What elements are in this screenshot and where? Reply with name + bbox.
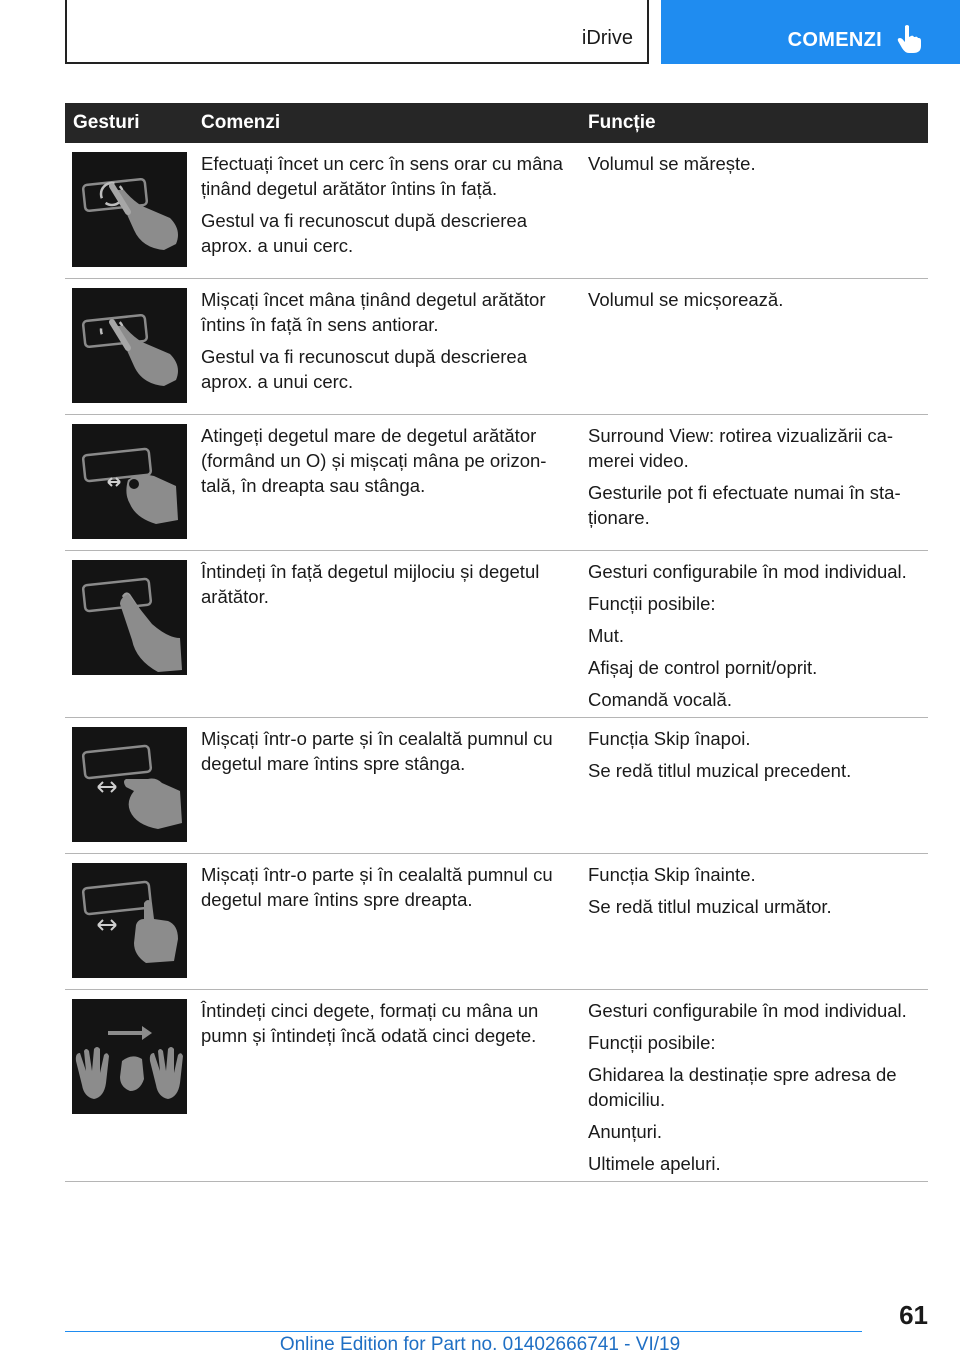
function-text: Volumul se mărește. bbox=[588, 153, 756, 174]
table-row bbox=[65, 143, 928, 279]
table-header bbox=[65, 103, 928, 143]
command-text: Mișcați într-o parte și în cealaltă pumnul cu degetul mare întins spre stânga. bbox=[201, 728, 553, 774]
column-header-gestures: Gesturi bbox=[73, 112, 140, 133]
table-row bbox=[65, 279, 928, 415]
command-text: Gestul va fi recunoscut după descrierea aprox. a unui cerc. bbox=[201, 210, 527, 256]
function-text: Funcția Skip înapoi. bbox=[588, 728, 751, 749]
table-row bbox=[65, 718, 928, 854]
pinch-swipe-gesture-icon bbox=[72, 424, 187, 539]
page-number: 61 bbox=[899, 1300, 928, 1330]
hand-pointer-icon bbox=[896, 24, 922, 54]
function-text: Funcții posibile: bbox=[588, 1032, 716, 1053]
two-finger-point-gesture-icon bbox=[72, 560, 187, 675]
function-text: Gesturile pot fi efectuate numai în sta-ționare. bbox=[588, 482, 901, 528]
table-row bbox=[65, 854, 928, 990]
gestures-table bbox=[65, 103, 928, 1182]
command-text: Întindeți în față degetul mijlociu și degetul arătător. bbox=[201, 561, 540, 607]
table-row bbox=[65, 990, 928, 1182]
footer-divider bbox=[65, 1331, 862, 1332]
command-text: Efectuați încet un cerc în sens orar cu mâna ținând degetul arătător întins în față. bbox=[201, 153, 563, 199]
command-text: Întindeți cinci degete, formați cu mâna un pumn și întindeți încă odată cinci degete. bbox=[201, 1000, 539, 1046]
function-text: Funcții posibile: bbox=[588, 593, 716, 614]
command-text: Gestul va fi recunoscut după descrierea aprox. a unui cerc. bbox=[201, 346, 527, 392]
column-header-function: Funcție bbox=[588, 112, 656, 133]
function-text: Gesturi configurabile în mod individual. bbox=[588, 1000, 907, 1021]
function-text: Mut. bbox=[588, 625, 624, 646]
header-chapter-tab bbox=[661, 0, 960, 64]
header-section-title: iDrive bbox=[581, 27, 633, 49]
function-text: Comandă vocală. bbox=[588, 689, 732, 710]
footer-edition-text: Online Edition for Part no. 01402666741 - VI/19 bbox=[279, 1334, 681, 1355]
function-text: Se redă titlul muzical precedent. bbox=[588, 760, 852, 781]
column-header-commands: Comenzi bbox=[201, 112, 281, 133]
function-text: Ultimele apeluri. bbox=[588, 1153, 721, 1174]
table-row bbox=[65, 551, 928, 718]
header-section-box bbox=[65, 0, 649, 64]
function-text: Se redă titlul muzical următor. bbox=[588, 896, 832, 917]
open-fist-open-gesture-icon bbox=[72, 999, 187, 1114]
function-text: Anunțuri. bbox=[588, 1121, 663, 1142]
function-text: Volumul se micșorează. bbox=[588, 289, 784, 310]
command-text: Mișcați într-o parte și în cealaltă pumnul cu degetul mare întins spre dreapta. bbox=[201, 864, 553, 910]
function-text: Surround View: rotirea vizualizării ca-merei video. bbox=[588, 425, 894, 471]
thumb-swipe-right-gesture-icon bbox=[72, 863, 187, 978]
thumb-swipe-left-gesture-icon bbox=[72, 727, 187, 842]
function-text: Funcția Skip înainte. bbox=[588, 864, 756, 885]
function-text: Afișaj de control pornit/oprit. bbox=[588, 657, 818, 678]
header-chapter-title: COMENZI bbox=[787, 29, 882, 51]
command-text: Atingeți degetul mare de degetul arătător (formând un O) și mișcați mâna pe orizon-tală, în dreapta sau stânga. bbox=[201, 425, 547, 496]
circle-clockwise-gesture-icon bbox=[72, 152, 187, 267]
circle-counterclockwise-gesture-icon bbox=[72, 288, 187, 403]
table-row bbox=[65, 415, 928, 551]
function-text: Gesturi configurabile în mod individual. bbox=[588, 561, 907, 582]
function-text: Ghidarea la destinație spre adresa de domiciliu. bbox=[588, 1064, 897, 1110]
command-text: Mișcați încet mâna ținând degetul arătător întins în față în sens antiorar. bbox=[201, 289, 546, 335]
